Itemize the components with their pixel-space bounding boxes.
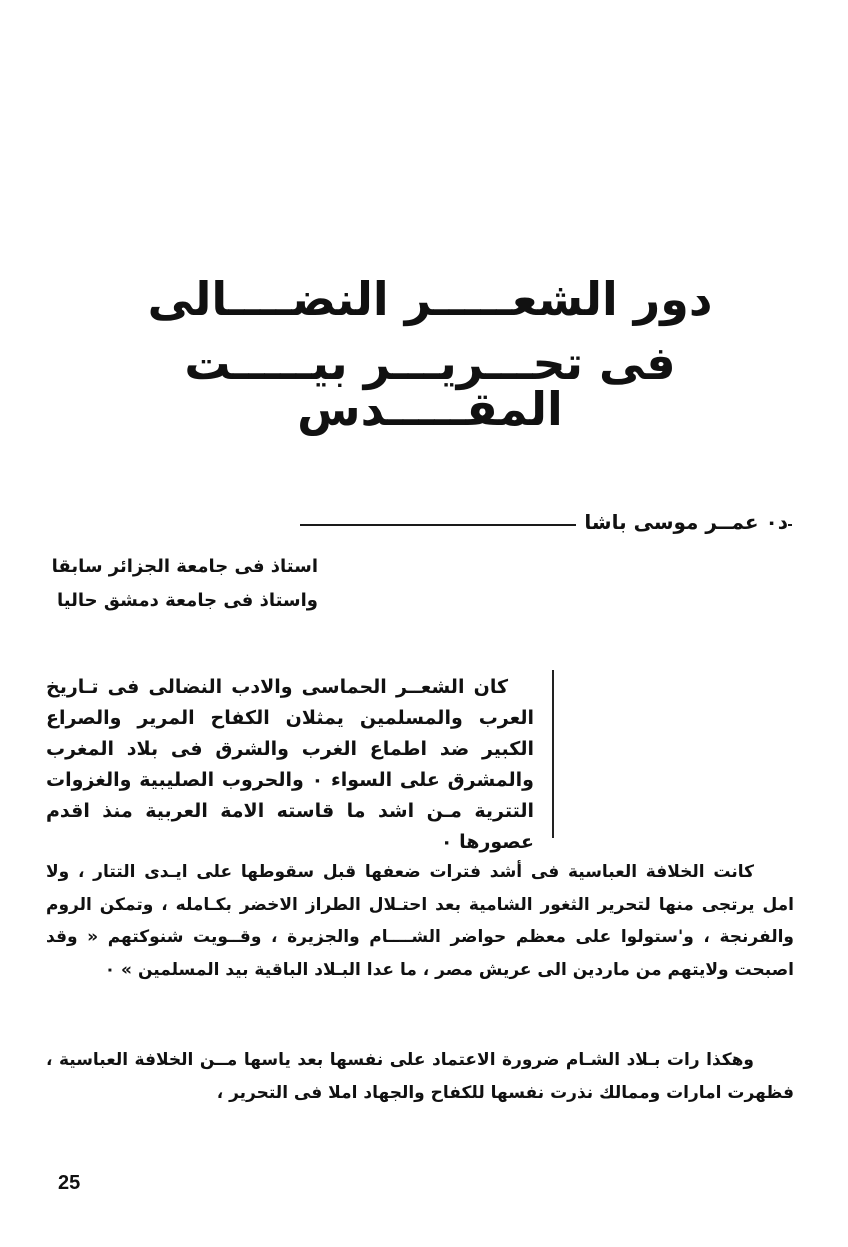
body-paragraph: وهكذا رات بـلاد الشـام ضرورة الاعتماد على نفسها بعد ياسها مــن الخلافة العباسية ، فظهرت امارات وممالك نذرت نفسها للكفاح والجهاد املا فى التحرير ، <box>46 1050 794 1103</box>
author-position-current: واستاذ فى جامعة دمشق حاليا <box>57 590 318 611</box>
article-title-line-2: فى تحـــريـــر بيـــــت المقـــــدس <box>184 336 676 436</box>
abstract-side-rule <box>552 670 554 838</box>
abstract-paragraph: كان الشعــر الحماسى والادب النضالى فى تـاريخ العرب والمسلمين يمثلان الكفاح المرير والصراع الكبير ضد اطماع الغرب والشرق فى بلاد المغرب والمشرق على السواء ٠ والحروب الصليبية والغزوات التترية مـن اشد ما قاسته الامة العربية منذ اقدم عصورها ٠ <box>46 676 534 853</box>
body-paragraph-1-block <box>46 856 794 986</box>
body-paragraph-2-block <box>46 1044 794 1109</box>
author-position-former: استاذ فى جامعة الجزائر سابقا <box>51 556 318 577</box>
body-paragraph: كانت الخلافة العباسية فى أشد فترات ضعفها قبل سقوطها على ايـدى التتار ، ولا امل يرتجى منها لتحرير الثغور الشامية بعد احتـلال الطراز الاخضر بكـامله ، وتمكن الروم والفرنجة ، و'ستولوا على معظم حواضر الشــــام والجزيرة ، وقــويت شنوكتهم « وقد اصبحت ولايتهم من ماردين الى عريش مصر ، ما عدا البـلاد الباقية بيد المسلمين » ٠ <box>46 862 794 980</box>
author-name: د٠ عمــر موسى باشا <box>576 510 788 534</box>
abstract-block <box>46 672 534 858</box>
article-title-line-1: دور الشعـــــر النضــــالى <box>147 272 713 326</box>
page-number: 25 <box>58 1172 81 1194</box>
